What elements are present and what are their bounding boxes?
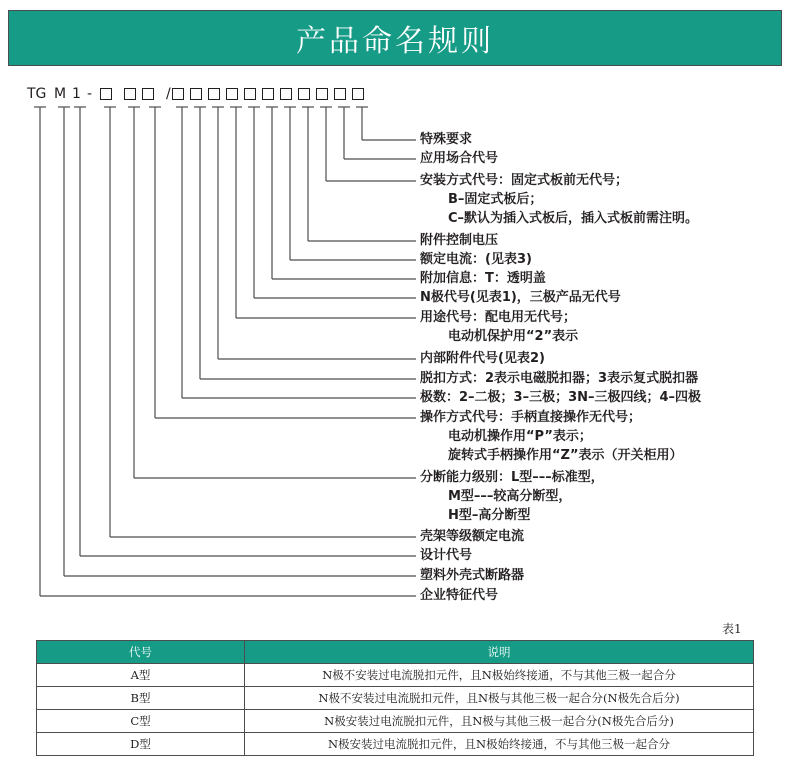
table-header-desc: 说明 [245,641,754,664]
rule-label: 设计代号 [420,548,473,563]
table-row [37,733,754,756]
table-cell-code: A型 [37,664,245,687]
table-cell-desc: N极安装过电流脱扣元件，且N极始终接通，不与其他三极一起合分 [245,733,754,756]
rule-label: 附件控制电压 [420,233,499,248]
table-note: 表1 [722,622,742,636]
rule-label: 安装方式代号：固定式板前无代号； [420,173,629,188]
rule-label: M型–––较高分断型， [448,489,572,504]
code-slash: / [166,86,171,102]
table-cell-code: D型 [37,733,245,756]
rule-label: 壳架等级额定电流 [420,529,525,544]
code-1: 1 [72,86,81,102]
rule-label: 特殊要求 [420,132,473,147]
rule-label: 旋转式手柄操作用“Z”表示（开关柜用） [448,448,683,463]
rule-label: 用途代号：配电用无代号； [420,310,577,325]
table-row [37,687,754,710]
n-pole-table [36,640,754,756]
rule-label: 极数：2–二极；3–三极；3N–三极四线；4–四极 [420,390,702,405]
rule-label: 电动机操作用“P”表示； [448,429,592,444]
code-tg: TG [27,86,47,102]
rule-label: 额定电流：(见表3) [420,252,532,267]
table-cell-desc: N极不安装过电流脱扣元件，且N极始终接通，不与其他三极一起合分 [245,664,754,687]
rule-label: B–固定式板后； [448,192,543,207]
rule-label: 附加信息：T：透明盖 [420,271,546,286]
table-header-row [37,641,754,664]
table-cell-desc: N极不安装过电流脱扣元件，且N极与其他三极一起合分(N极先合后分) [245,687,754,710]
rule-label: H型–高分断型 [448,508,531,523]
rule-label: 分断能力级别：L型–––标准型， [420,470,604,485]
table-cell-code: B型 [37,687,245,710]
table-row [37,664,754,687]
page-title: 产品命名规则 [296,24,494,59]
rule-label: 操作方式代号：手柄直接操作无代号； [420,410,642,425]
table-cell-desc: N极安装过电流脱扣元件，且N极与其他三极一起合分(N极先合后分) [245,710,754,733]
rule-label: 脱扣方式：2表示电磁脱扣器；3表示复式脱扣器 [420,371,699,386]
rule-label: 内部附件代号(见表2) [420,351,545,366]
table-cell-code: C型 [37,710,245,733]
code-m: M [54,86,67,102]
rule-label: 应用场合代号 [420,151,499,166]
rule-label: 企业特征代号 [420,588,499,603]
rule-label: 电动机保护用“2”表示 [448,329,579,344]
rule-label: C–默认为插入式板后，插入式板前需注明。 [448,211,699,226]
code-dash: - [87,86,93,102]
table-row [37,710,754,733]
rule-label: N极代号(见表1)，三极产品无代号 [420,290,621,305]
table-header-code: 代号 [37,641,245,664]
rule-label: 塑料外壳式断路器 [420,568,525,583]
